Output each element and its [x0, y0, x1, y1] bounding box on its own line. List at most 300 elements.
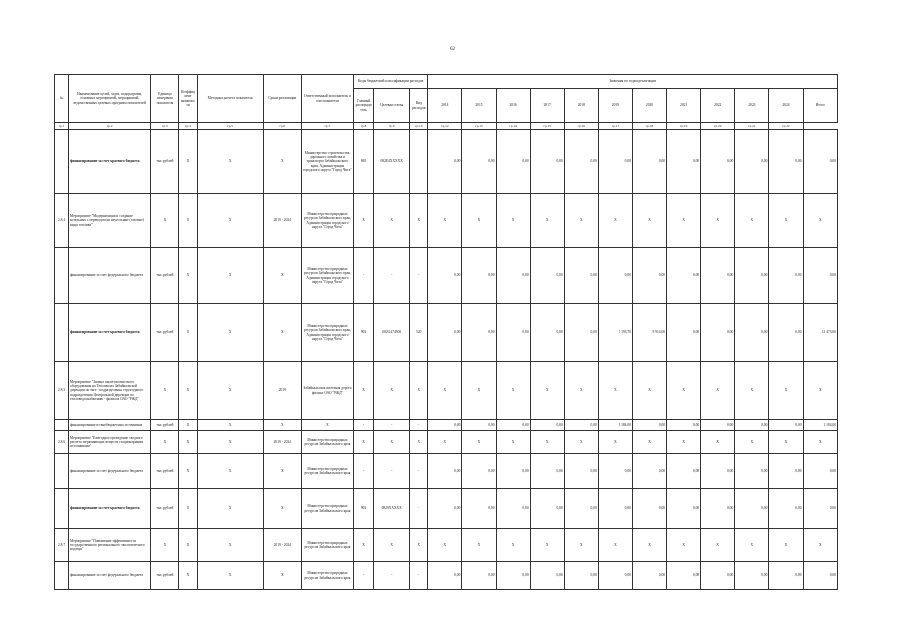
- table-cell: X: [410, 431, 428, 454]
- header-name: Наименование целей, задач, подпрограмм, основных мероприятий, мероприятий, ведомственных целевых программ показателей: [69, 75, 151, 123]
- header-year: 2017: [530, 89, 564, 123]
- table-cell: 2019: [263, 362, 301, 420]
- table-cell: X: [263, 130, 301, 194]
- table-cell: тыс.рублей: [151, 454, 179, 489]
- table-cell: 902: [354, 489, 374, 529]
- table-cell: 0,00: [632, 130, 666, 194]
- table-cell: X: [701, 431, 735, 454]
- table-cell: X: [462, 529, 496, 562]
- table-cell: финансирование за счет федерального бюджета: [69, 454, 151, 489]
- table-cell: Министерство природных ресурсов Забайкальского края, Администрация городского округа "Город Чита": [301, 304, 353, 362]
- table-cell: X: [263, 489, 301, 529]
- table-cell: X: [410, 529, 428, 562]
- table-cell: 0820ХХХХХ: [374, 489, 410, 529]
- table-cell: X: [564, 431, 598, 454]
- table-cell: 0,00: [701, 562, 735, 590]
- table-cell: X: [151, 194, 179, 248]
- table-cell: 0,00: [428, 304, 462, 362]
- table-cell: X: [769, 194, 803, 248]
- column-number: гр.22: [769, 123, 803, 130]
- table-cell: тыс.рублей: [151, 248, 179, 304]
- header-num: №: [55, 75, 69, 123]
- table-cell: X: [735, 529, 769, 562]
- table-cell: X: [354, 362, 374, 420]
- header-code-vr: Вид расходов: [410, 89, 428, 123]
- table-cell: 2.8.5: [55, 362, 69, 420]
- header-year: 2015: [462, 89, 496, 123]
- table-cell: 0,00: [428, 420, 462, 431]
- table-cell: -: [374, 562, 410, 590]
- table-cell: 0,00: [564, 562, 598, 590]
- table-cell: 0,00: [701, 304, 735, 362]
- table-cell: X: [701, 362, 735, 420]
- table-cell: тыс.рублей: [151, 130, 179, 194]
- table-cell: 0,00: [598, 130, 632, 194]
- table-cell: X: [301, 420, 353, 431]
- table-cell: X: [530, 194, 564, 248]
- table-cell: финансирование за счет краевого бюджета: [69, 304, 151, 362]
- table-cell: 0,00: [667, 304, 701, 362]
- table-cell: X: [428, 194, 462, 248]
- table-cell: финансирование за счет федерального бюджета: [69, 248, 151, 304]
- table-cell: X: [564, 362, 598, 420]
- table-cell: [55, 489, 69, 529]
- table-cell: X: [197, 529, 263, 562]
- column-number: гр.10: [410, 123, 428, 130]
- table-cell: X: [179, 489, 197, 529]
- table-cell: X: [701, 194, 735, 248]
- table-row: [55, 420, 838, 431]
- table-cell: 0,00: [701, 454, 735, 489]
- table-cell: [410, 130, 428, 194]
- column-number: гр.21: [735, 123, 769, 130]
- table-cell: X: [735, 362, 769, 420]
- table-cell: [55, 562, 69, 590]
- table-cell: 0,00: [701, 420, 735, 431]
- table-cell: 0,00: [462, 420, 496, 431]
- table-cell: X: [530, 362, 564, 420]
- table-cell: [55, 454, 69, 489]
- table-cell: 0,00: [735, 489, 769, 529]
- table-cell: -: [410, 562, 428, 590]
- table-cell: 0,00: [803, 248, 838, 304]
- program-table: [54, 74, 838, 590]
- table-cell: 1 184,00: [803, 420, 838, 431]
- table-cell: 0,00: [701, 489, 735, 529]
- table-cell: X: [632, 194, 666, 248]
- table-cell: X: [598, 362, 632, 420]
- table-cell: X: [410, 194, 428, 248]
- table-cell: X: [410, 362, 428, 420]
- table-cell: 0,00: [462, 304, 496, 362]
- table-cell: [55, 420, 69, 431]
- table-cell: 0,00: [632, 489, 666, 529]
- column-number: гр.15: [530, 123, 564, 130]
- table-cell: X: [496, 431, 530, 454]
- table-cell: 0,00: [530, 248, 564, 304]
- column-number: гр.8: [354, 123, 374, 130]
- table-cell: 12 473,00: [803, 304, 838, 362]
- column-number: гр.17: [598, 123, 632, 130]
- table-cell: X: [151, 362, 179, 420]
- table-cell: 0,00: [428, 130, 462, 194]
- table-cell: 0,00: [632, 454, 666, 489]
- table-row: [55, 130, 838, 194]
- table-cell: X: [598, 529, 632, 562]
- table-cell: -: [410, 454, 428, 489]
- table-cell: X: [197, 130, 263, 194]
- table-cell: X: [428, 529, 462, 562]
- column-number: гр.2: [69, 123, 151, 130]
- table-cell: X: [496, 529, 530, 562]
- table-cell: X: [496, 194, 530, 248]
- table-cell: 0,00: [428, 489, 462, 529]
- table-row: [55, 304, 838, 362]
- table-cell: X: [598, 194, 632, 248]
- table-cell: 0,00: [530, 489, 564, 529]
- table-cell: 0,00: [428, 454, 462, 489]
- table-cell: 520: [410, 304, 428, 362]
- table-cell: 0,00: [735, 304, 769, 362]
- column-number: гр.7: [301, 123, 353, 130]
- table-cell: 0,00: [428, 248, 462, 304]
- column-number: гр.13: [462, 123, 496, 130]
- header-period: Сроки реализации: [263, 75, 301, 123]
- table-cell: -: [410, 248, 428, 304]
- header-year: 2014: [428, 89, 462, 123]
- table-cell: 2019 - 2024: [263, 529, 301, 562]
- column-number: гр.1: [55, 123, 69, 130]
- table-cell: 0,00: [667, 454, 701, 489]
- column-number: гр.4: [179, 123, 197, 130]
- table-cell: X: [197, 562, 263, 590]
- table-cell: 2019 - 2024: [263, 194, 301, 248]
- page-number: 62: [450, 47, 455, 52]
- table-row: [55, 362, 838, 420]
- table-cell: X: [197, 454, 263, 489]
- table-cell: 0,00: [530, 130, 564, 194]
- table-cell: Министерство природных ресурсов Забайкальского края: [301, 431, 353, 454]
- table-cell: 0,00: [530, 562, 564, 590]
- table-cell: X: [263, 562, 301, 590]
- table-cell: X: [428, 362, 462, 420]
- table-cell: X: [769, 431, 803, 454]
- table-cell: 0,00: [803, 130, 838, 194]
- table-cell: X: [667, 431, 701, 454]
- table-cell: X: [462, 362, 496, 420]
- header-year: 2016: [496, 89, 530, 123]
- table-cell: X: [735, 194, 769, 248]
- table-cell: X: [462, 194, 496, 248]
- table-cell: -: [354, 420, 374, 431]
- table-cell: X: [769, 362, 803, 420]
- table-cell: -: [410, 420, 428, 431]
- table-cell: 0,00: [564, 489, 598, 529]
- table-row: [55, 248, 838, 304]
- table-cell: 0,00: [598, 248, 632, 304]
- column-number: гр.20: [701, 123, 735, 130]
- table-cell: 0,00: [496, 489, 530, 529]
- table-cell: X: [197, 420, 263, 431]
- table-cell: 0,00: [496, 130, 530, 194]
- table-cell: X: [179, 304, 197, 362]
- table-cell: X: [179, 562, 197, 590]
- table-cell: тыс.рублей: [151, 420, 179, 431]
- table-cell: 0,00: [462, 489, 496, 529]
- table-cell: X: [197, 431, 263, 454]
- table-cell: Министерство природных ресурсов Забайкальского края, Администрация городского округа "Город Чита": [301, 194, 353, 248]
- table-cell: 0,00: [496, 304, 530, 362]
- table-cell: X: [428, 431, 462, 454]
- table-cell: Министерство строительства, дорожного хозяйства и транспорта Забайкальского края, Администрация городского округа "Город Чита": [301, 130, 353, 194]
- column-number: гр.12: [428, 123, 462, 130]
- table-cell: X: [598, 431, 632, 454]
- table-cell: 0,00: [598, 562, 632, 590]
- table-cell: 0,00: [496, 454, 530, 489]
- header-code-cs: Целевая статья: [374, 89, 410, 123]
- header-year: 2019: [598, 89, 632, 123]
- table-cell: 0,00: [667, 130, 701, 194]
- table-cell: 0,00: [428, 562, 462, 590]
- table-cell: 0,00: [530, 454, 564, 489]
- table-cell: X: [179, 194, 197, 248]
- table-cell: X: [179, 420, 197, 431]
- table-cell: финансирование за счет федерального бюджета: [69, 562, 151, 590]
- table-cell: X: [374, 431, 410, 454]
- table-cell: X: [803, 362, 838, 420]
- table-cell: X: [179, 248, 197, 304]
- table-cell: 0,00: [564, 248, 598, 304]
- table-cell: X: [197, 304, 263, 362]
- table-cell: 0,00: [735, 562, 769, 590]
- table-cell: 0,00: [462, 130, 496, 194]
- table-cell: X: [197, 194, 263, 248]
- table-cell: 0,00: [667, 562, 701, 590]
- table-cell: X: [197, 489, 263, 529]
- table-cell: финансирование из внебюджетных источников: [69, 420, 151, 431]
- table-cell: 0,00: [667, 489, 701, 529]
- table-cell: X: [803, 194, 838, 248]
- table-cell: Министерство природных ресурсов Забайкальского края: [301, 454, 353, 489]
- table-cell: X: [803, 529, 838, 562]
- table-cell: X: [735, 431, 769, 454]
- table-cell: 0,00: [632, 562, 666, 590]
- column-number: гр.5: [197, 123, 263, 130]
- table-cell: 0,00: [735, 420, 769, 431]
- table-cell: 0,00: [769, 489, 803, 529]
- table-cell: 0,00: [598, 454, 632, 489]
- table-cell: 0,00: [769, 304, 803, 362]
- table-cell: Министерство природных ресурсов Забайкальского края: [301, 489, 353, 529]
- table-cell: 0,00: [462, 562, 496, 590]
- table-cell: Мероприятие "Ежегодное проведение сводного расчета загрязняющих веществ стационарными источниками": [69, 431, 151, 454]
- table-cell: -: [410, 489, 428, 529]
- table-cell: -: [374, 454, 410, 489]
- table-cell: 0,00: [462, 454, 496, 489]
- table-cell: 1 184,00: [598, 420, 632, 431]
- table-cell: X: [263, 420, 301, 431]
- table-cell: Мероприятие "Повышение эффективности государственного регионального экологического надзора": [69, 529, 151, 562]
- table-cell: Мероприятие "Замена пылегазоочистного оборудования на Тепловозах Забайкальской дирекции по тяге - подразделения структурного подразделения Центральной дирекции по тепловодоснабжению - филиала ОАО "РЖД": [69, 362, 151, 420]
- table-cell: 0,00: [701, 248, 735, 304]
- table-cell: 0,00: [496, 248, 530, 304]
- table-cell: 2.8.7: [55, 529, 69, 562]
- table-cell: 0,00: [564, 130, 598, 194]
- table-cell: X: [701, 529, 735, 562]
- table-cell: Министерство природных ресурсов Забайкальского края: [301, 562, 353, 590]
- table-cell: 0,00: [564, 454, 598, 489]
- table-cell: Забайкальская железная дорога филиал ОАО "РЖД": [301, 362, 353, 420]
- table-cell: X: [496, 362, 530, 420]
- table-cell: X: [179, 431, 197, 454]
- table-cell: X: [632, 431, 666, 454]
- table-cell: Министерство природных ресурсов Забайкальского края, Администрация городского округа "Город Чита": [301, 248, 353, 304]
- table-cell: тыс.рублей: [151, 304, 179, 362]
- column-number: гр.6: [263, 123, 301, 130]
- column-number: гр.19: [667, 123, 701, 130]
- table-cell: X: [197, 362, 263, 420]
- header-method: Методика расчета показателя: [197, 75, 263, 123]
- table-cell: 0,00: [598, 489, 632, 529]
- table-cell: 2.8.6: [55, 431, 69, 454]
- table-cell: 0,00: [530, 420, 564, 431]
- table-row: [55, 194, 838, 248]
- table-cell: 0,00: [735, 454, 769, 489]
- table-cell: тыс.рублей: [151, 562, 179, 590]
- table-cell: 2019 - 2024: [263, 431, 301, 454]
- table-cell: 0,00: [769, 130, 803, 194]
- header-coef: Коэффициент значимости: [179, 75, 197, 123]
- table-cell: X: [263, 304, 301, 362]
- table-row: [55, 489, 838, 529]
- table-cell: финансирование за счет краевого бюджета: [69, 130, 151, 194]
- table-cell: Мероприятие "Модернизация и создание котельных с переводом на неугольные (газовые) виды топлива": [69, 194, 151, 248]
- table-cell: 0,00: [496, 562, 530, 590]
- table-cell: X: [564, 194, 598, 248]
- table-cell: -: [374, 420, 410, 431]
- table-cell: [55, 304, 69, 362]
- table-cell: X: [179, 454, 197, 489]
- table-row: [55, 431, 838, 454]
- table-row: [55, 562, 838, 590]
- header-year: 2021: [667, 89, 701, 123]
- column-number: гр.18: [632, 123, 666, 130]
- table-cell: X: [179, 362, 197, 420]
- table-cell: X: [179, 130, 197, 194]
- table-cell: 0,00: [564, 304, 598, 362]
- table-cell: X: [632, 362, 666, 420]
- table-cell: 2.8.4: [55, 194, 69, 248]
- table-cell: X: [530, 431, 564, 454]
- table-cell: 0,00: [667, 248, 701, 304]
- table-cell: X: [803, 431, 838, 454]
- table-cell: X: [462, 431, 496, 454]
- table-row: [55, 529, 838, 562]
- header-codes-group: Коды бюджетной классификации расходов: [354, 75, 428, 89]
- table-cell: 0,00: [564, 420, 598, 431]
- column-number: гр.16: [564, 123, 598, 130]
- table-cell: 0,00: [530, 304, 564, 362]
- table-cell: -: [354, 562, 374, 590]
- table-cell: 082Е4ХХХХХ: [374, 130, 410, 194]
- table-cell: 0,00: [803, 489, 838, 529]
- table-cell: X: [374, 529, 410, 562]
- column-number: гр.14: [496, 123, 530, 130]
- table-cell: 0,00: [769, 248, 803, 304]
- table-row: [55, 454, 838, 489]
- header-unit: Единица измерения показателя: [151, 75, 179, 123]
- table-cell: 0,00: [632, 248, 666, 304]
- table-cell: X: [667, 362, 701, 420]
- table-cell: X: [151, 431, 179, 454]
- table-cell: X: [197, 248, 263, 304]
- table-cell: 9 914,00: [632, 304, 666, 362]
- table-cell: X: [769, 529, 803, 562]
- table-cell: [55, 248, 69, 304]
- table-cell: X: [632, 529, 666, 562]
- table-cell: 0,00: [632, 420, 666, 431]
- table-cell: -: [354, 454, 374, 489]
- table-cell: -: [374, 248, 410, 304]
- table-cell: 0,00: [769, 454, 803, 489]
- table-cell: 0,00: [496, 420, 530, 431]
- table-cell: X: [374, 194, 410, 248]
- table-cell: X: [179, 529, 197, 562]
- table-cell: 0,00: [462, 248, 496, 304]
- table-cell: финансирование за счет краевого бюджета: [69, 489, 151, 529]
- table-cell: 0,00: [769, 420, 803, 431]
- table-cell: X: [564, 529, 598, 562]
- table-cell: X: [354, 431, 374, 454]
- header-responsible: Ответственный исполнитель и соисполнители: [301, 75, 353, 123]
- table-cell: [55, 130, 69, 194]
- header-year: 2022: [701, 89, 735, 123]
- table-cell: 0,00: [803, 454, 838, 489]
- header-year: Итого: [803, 89, 838, 123]
- table-cell: тыс.рублей: [151, 489, 179, 529]
- table-cell: X: [374, 362, 410, 420]
- table-cell: 1 193,70: [598, 304, 632, 362]
- table-cell: Министерство природных ресурсов Забайкальского края: [301, 529, 353, 562]
- header-code-gr: Главный распорядитель: [354, 89, 374, 123]
- header-values-group: Значения по годам реализации: [428, 75, 838, 89]
- header-year: 2023: [735, 89, 769, 123]
- table-cell: 0,00: [803, 562, 838, 590]
- table-cell: X: [667, 194, 701, 248]
- table-cell: X: [263, 454, 301, 489]
- table-cell: 0,00: [735, 130, 769, 194]
- header-year: 2024: [769, 89, 803, 123]
- table-cell: 902: [354, 304, 374, 362]
- table-cell: X: [263, 248, 301, 304]
- table-cell: X: [530, 529, 564, 562]
- table-cell: -: [354, 248, 374, 304]
- column-number: гр.9: [374, 123, 410, 130]
- table-cell: 0,00: [769, 562, 803, 590]
- header-year: 2018: [564, 89, 598, 123]
- header-year: 2020: [632, 89, 666, 123]
- table-cell: 0,00: [735, 248, 769, 304]
- table-cell: 0,00: [667, 420, 701, 431]
- table-cell: 0,00: [701, 130, 735, 194]
- table-cell: X: [354, 529, 374, 562]
- table-cell: 865: [354, 130, 374, 194]
- table-cell: X: [354, 194, 374, 248]
- column-number: гр.3: [151, 123, 179, 130]
- table-cell: X: [151, 529, 179, 562]
- table-cell: 082G474508: [374, 304, 410, 362]
- table-cell: X: [667, 529, 701, 562]
